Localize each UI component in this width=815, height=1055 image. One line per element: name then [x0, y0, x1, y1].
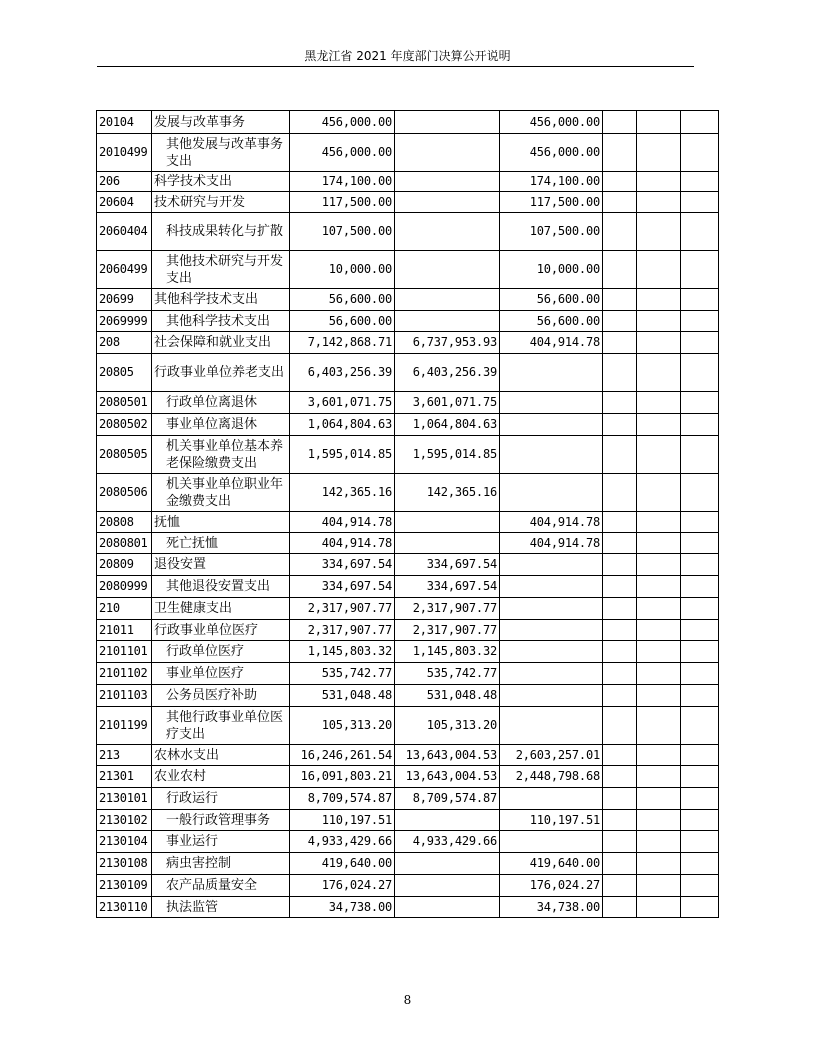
row-project-cell: 34,738.00 — [500, 897, 603, 918]
row-basic-cell — [395, 172, 500, 192]
row-name-cell: 农产品质量安全 — [152, 875, 290, 897]
row-total-cell: 531,048.48 — [290, 685, 395, 707]
row-project-cell: 110,197.51 — [500, 810, 603, 831]
empty-cell — [603, 554, 637, 576]
empty-cell — [681, 663, 719, 685]
table-row — [97, 192, 719, 213]
row-basic-cell: 6,403,256.39 — [395, 354, 500, 392]
row-name-cell: 机关事业单位基本养老保险缴费支出 — [152, 436, 290, 474]
empty-cell — [637, 533, 681, 554]
empty-cell — [637, 598, 681, 620]
empty-cell — [681, 289, 719, 311]
row-code-cell: 2130102 — [97, 810, 152, 831]
row-code-cell: 2130108 — [97, 853, 152, 875]
row-total-cell: 110,197.51 — [290, 810, 395, 831]
table-row — [97, 897, 719, 918]
row-project-cell — [500, 707, 603, 745]
table-row — [97, 685, 719, 707]
row-project-cell: 404,914.78 — [500, 332, 603, 354]
row-name-cell: 其他行政事业单位医疗支出 — [152, 707, 290, 745]
row-code-cell: 2069999 — [97, 311, 152, 332]
row-project-cell: 456,000.00 — [500, 134, 603, 172]
row-name-cell: 事业单位离退休 — [152, 414, 290, 436]
row-project-cell — [500, 641, 603, 663]
row-total-cell: 117,500.00 — [290, 192, 395, 213]
row-code-cell: 213 — [97, 745, 152, 766]
row-total-cell: 7,142,868.71 — [290, 332, 395, 354]
empty-cell — [603, 354, 637, 392]
row-total-cell: 535,742.77 — [290, 663, 395, 685]
empty-cell — [603, 641, 637, 663]
table-row — [97, 766, 719, 788]
empty-cell — [603, 414, 637, 436]
row-total-cell: 404,914.78 — [290, 533, 395, 554]
empty-cell — [681, 641, 719, 663]
empty-cell — [681, 354, 719, 392]
row-code-cell: 2130110 — [97, 897, 152, 918]
empty-cell — [603, 685, 637, 707]
empty-cell — [637, 251, 681, 289]
row-code-cell: 20805 — [97, 354, 152, 392]
row-basic-cell: 8,709,574.87 — [395, 788, 500, 810]
table-row — [97, 311, 719, 332]
table-row — [97, 111, 719, 134]
empty-cell — [637, 311, 681, 332]
empty-cell — [603, 875, 637, 897]
row-code-cell: 210 — [97, 598, 152, 620]
row-total-cell: 107,500.00 — [290, 213, 395, 251]
row-name-cell: 农业农村 — [152, 766, 290, 788]
row-project-cell: 456,000.00 — [500, 111, 603, 134]
row-name-cell: 社会保障和就业支出 — [152, 332, 290, 354]
empty-cell — [603, 512, 637, 533]
row-basic-cell: 6,737,953.93 — [395, 332, 500, 354]
row-code-cell: 20809 — [97, 554, 152, 576]
table-row — [97, 810, 719, 831]
empty-cell — [637, 192, 681, 213]
empty-cell — [681, 134, 719, 172]
row-project-cell: 404,914.78 — [500, 512, 603, 533]
row-basic-cell — [395, 111, 500, 134]
row-name-cell: 卫生健康支出 — [152, 598, 290, 620]
row-total-cell: 404,914.78 — [290, 512, 395, 533]
empty-cell — [637, 332, 681, 354]
row-basic-cell: 1,145,803.32 — [395, 641, 500, 663]
empty-cell — [637, 707, 681, 745]
empty-cell — [637, 512, 681, 533]
empty-cell — [681, 474, 719, 512]
row-name-cell: 事业单位医疗 — [152, 663, 290, 685]
row-total-cell: 56,600.00 — [290, 311, 395, 332]
empty-cell — [603, 474, 637, 512]
row-basic-cell: 142,365.16 — [395, 474, 500, 512]
row-code-cell: 2080999 — [97, 576, 152, 598]
row-code-cell: 2080801 — [97, 533, 152, 554]
row-name-cell: 执法监管 — [152, 897, 290, 918]
row-total-cell: 456,000.00 — [290, 134, 395, 172]
row-total-cell: 456,000.00 — [290, 111, 395, 134]
header-rule — [97, 66, 694, 67]
table-row — [97, 332, 719, 354]
empty-cell — [637, 436, 681, 474]
empty-cell — [637, 663, 681, 685]
table-row — [97, 533, 719, 554]
table-row — [97, 474, 719, 512]
empty-cell — [637, 289, 681, 311]
row-project-cell — [500, 620, 603, 641]
empty-cell — [637, 172, 681, 192]
empty-cell — [681, 213, 719, 251]
row-code-cell: 21011 — [97, 620, 152, 641]
row-code-cell: 2101102 — [97, 663, 152, 685]
row-total-cell: 3,601,071.75 — [290, 392, 395, 414]
row-total-cell: 2,317,907.77 — [290, 598, 395, 620]
row-basic-cell — [395, 853, 500, 875]
empty-cell — [603, 620, 637, 641]
table-row — [97, 663, 719, 685]
row-basic-cell: 1,595,014.85 — [395, 436, 500, 474]
empty-cell — [637, 414, 681, 436]
row-code-cell: 2080505 — [97, 436, 152, 474]
empty-cell — [603, 598, 637, 620]
empty-cell — [637, 641, 681, 663]
empty-cell — [637, 474, 681, 512]
row-name-cell: 其他科学技术支出 — [152, 311, 290, 332]
table-row — [97, 707, 719, 745]
empty-cell — [681, 853, 719, 875]
table-row — [97, 213, 719, 251]
row-name-cell: 事业运行 — [152, 831, 290, 853]
row-code-cell: 2060404 — [97, 213, 152, 251]
empty-cell — [681, 875, 719, 897]
row-basic-cell — [395, 897, 500, 918]
row-basic-cell — [395, 192, 500, 213]
row-code-cell: 2101101 — [97, 641, 152, 663]
empty-cell — [681, 172, 719, 192]
empty-cell — [603, 251, 637, 289]
row-basic-cell — [395, 533, 500, 554]
row-project-cell: 107,500.00 — [500, 213, 603, 251]
row-total-cell: 174,100.00 — [290, 172, 395, 192]
table-row — [97, 354, 719, 392]
row-code-cell: 20699 — [97, 289, 152, 311]
empty-cell — [637, 576, 681, 598]
row-code-cell: 206 — [97, 172, 152, 192]
row-name-cell: 科技成果转化与扩散 — [152, 213, 290, 251]
row-project-cell: 56,600.00 — [500, 311, 603, 332]
row-project-cell: 117,500.00 — [500, 192, 603, 213]
empty-cell — [681, 311, 719, 332]
empty-cell — [637, 875, 681, 897]
empty-cell — [603, 213, 637, 251]
empty-cell — [637, 392, 681, 414]
row-basic-cell: 1,064,804.63 — [395, 414, 500, 436]
row-project-cell: 2,603,257.01 — [500, 745, 603, 766]
empty-cell — [637, 685, 681, 707]
empty-cell — [681, 332, 719, 354]
row-basic-cell: 2,317,907.77 — [395, 598, 500, 620]
row-project-cell: 176,024.27 — [500, 875, 603, 897]
empty-cell — [603, 576, 637, 598]
row-total-cell: 142,365.16 — [290, 474, 395, 512]
row-name-cell: 发展与改革事务 — [152, 111, 290, 134]
row-name-cell: 行政单位离退休 — [152, 392, 290, 414]
empty-cell — [603, 392, 637, 414]
row-project-cell — [500, 685, 603, 707]
row-project-cell: 56,600.00 — [500, 289, 603, 311]
empty-cell — [603, 436, 637, 474]
row-total-cell: 1,595,014.85 — [290, 436, 395, 474]
row-project-cell — [500, 392, 603, 414]
empty-cell — [603, 766, 637, 788]
row-project-cell: 174,100.00 — [500, 172, 603, 192]
page-header-title: 黑龙江省 2021 年度部门决算公开说明 — [304, 49, 511, 63]
expenditure-table — [96, 110, 719, 918]
row-code-cell: 2101199 — [97, 707, 152, 745]
row-code-cell: 2101103 — [97, 685, 152, 707]
row-code-cell: 2080501 — [97, 392, 152, 414]
row-total-cell: 419,640.00 — [290, 853, 395, 875]
empty-cell — [637, 788, 681, 810]
table-row — [97, 392, 719, 414]
empty-cell — [681, 831, 719, 853]
empty-cell — [637, 620, 681, 641]
page-number: 8 — [403, 993, 412, 1007]
row-total-cell: 2,317,907.77 — [290, 620, 395, 641]
row-name-cell: 行政事业单位医疗 — [152, 620, 290, 641]
row-name-cell: 科学技术支出 — [152, 172, 290, 192]
empty-cell — [637, 554, 681, 576]
row-code-cell: 2010499 — [97, 134, 152, 172]
table-row — [97, 875, 719, 897]
empty-cell — [603, 853, 637, 875]
empty-cell — [637, 766, 681, 788]
empty-cell — [637, 853, 681, 875]
empty-cell — [603, 289, 637, 311]
empty-cell — [637, 831, 681, 853]
row-basic-cell — [395, 289, 500, 311]
empty-cell — [681, 414, 719, 436]
row-total-cell: 4,933,429.66 — [290, 831, 395, 853]
row-total-cell: 34,738.00 — [290, 897, 395, 918]
row-project-cell — [500, 831, 603, 853]
row-name-cell: 农林水支出 — [152, 745, 290, 766]
row-name-cell: 行政事业单位养老支出 — [152, 354, 290, 392]
empty-cell — [603, 533, 637, 554]
empty-cell — [603, 311, 637, 332]
row-code-cell: 21301 — [97, 766, 152, 788]
empty-cell — [637, 213, 681, 251]
row-name-cell: 行政运行 — [152, 788, 290, 810]
empty-cell — [681, 436, 719, 474]
empty-cell — [637, 134, 681, 172]
row-basic-cell: 13,643,004.53 — [395, 766, 500, 788]
empty-cell — [681, 192, 719, 213]
row-project-cell — [500, 474, 603, 512]
row-project-cell — [500, 576, 603, 598]
row-basic-cell: 3,601,071.75 — [395, 392, 500, 414]
table-row — [97, 641, 719, 663]
row-code-cell: 2130109 — [97, 875, 152, 897]
row-name-cell: 行政单位医疗 — [152, 641, 290, 663]
empty-cell — [637, 745, 681, 766]
empty-cell — [637, 810, 681, 831]
empty-cell — [681, 745, 719, 766]
row-name-cell: 公务员医疗补助 — [152, 685, 290, 707]
empty-cell — [603, 831, 637, 853]
table-row — [97, 554, 719, 576]
row-basic-cell — [395, 213, 500, 251]
row-code-cell: 2080502 — [97, 414, 152, 436]
row-total-cell: 16,091,803.21 — [290, 766, 395, 788]
row-basic-cell — [395, 810, 500, 831]
row-total-cell: 16,246,261.54 — [290, 745, 395, 766]
row-basic-cell: 535,742.77 — [395, 663, 500, 685]
row-name-cell: 其他发展与改革事务支出 — [152, 134, 290, 172]
empty-cell — [681, 897, 719, 918]
empty-cell — [603, 172, 637, 192]
table-row — [97, 576, 719, 598]
row-basic-cell — [395, 251, 500, 289]
row-total-cell: 334,697.54 — [290, 554, 395, 576]
empty-cell — [681, 766, 719, 788]
row-code-cell: 2080506 — [97, 474, 152, 512]
row-total-cell: 8,709,574.87 — [290, 788, 395, 810]
row-code-cell: 20604 — [97, 192, 152, 213]
table-row — [97, 831, 719, 853]
table-row — [97, 172, 719, 192]
row-total-cell: 10,000.00 — [290, 251, 395, 289]
row-project-cell: 2,448,798.68 — [500, 766, 603, 788]
row-total-cell: 176,024.27 — [290, 875, 395, 897]
row-total-cell: 334,697.54 — [290, 576, 395, 598]
row-project-cell — [500, 414, 603, 436]
empty-cell — [681, 111, 719, 134]
table-row — [97, 620, 719, 641]
empty-cell — [681, 685, 719, 707]
row-code-cell: 20104 — [97, 111, 152, 134]
table-row — [97, 251, 719, 289]
row-name-cell: 机关事业单位职业年金缴费支出 — [152, 474, 290, 512]
empty-cell — [603, 192, 637, 213]
empty-cell — [681, 251, 719, 289]
row-project-cell — [500, 354, 603, 392]
row-project-cell — [500, 598, 603, 620]
row-project-cell: 404,914.78 — [500, 533, 603, 554]
row-project-cell: 419,640.00 — [500, 853, 603, 875]
row-basic-cell: 13,643,004.53 — [395, 745, 500, 766]
empty-cell — [603, 707, 637, 745]
row-project-cell — [500, 663, 603, 685]
row-code-cell: 208 — [97, 332, 152, 354]
row-basic-cell: 2,317,907.77 — [395, 620, 500, 641]
empty-cell — [681, 533, 719, 554]
empty-cell — [603, 897, 637, 918]
empty-cell — [637, 354, 681, 392]
row-code-cell: 2060499 — [97, 251, 152, 289]
table-body — [97, 111, 719, 918]
table-row — [97, 745, 719, 766]
row-code-cell: 2130101 — [97, 788, 152, 810]
empty-cell — [681, 554, 719, 576]
row-total-cell: 1,145,803.32 — [290, 641, 395, 663]
row-name-cell: 其他科学技术支出 — [152, 289, 290, 311]
empty-cell — [681, 788, 719, 810]
row-project-cell: 10,000.00 — [500, 251, 603, 289]
row-total-cell: 6,403,256.39 — [290, 354, 395, 392]
row-total-cell: 1,064,804.63 — [290, 414, 395, 436]
table-row — [97, 512, 719, 533]
table-row — [97, 289, 719, 311]
row-project-cell — [500, 554, 603, 576]
empty-cell — [681, 620, 719, 641]
row-basic-cell — [395, 134, 500, 172]
row-basic-cell: 334,697.54 — [395, 576, 500, 598]
row-code-cell: 20808 — [97, 512, 152, 533]
row-basic-cell: 105,313.20 — [395, 707, 500, 745]
row-total-cell: 56,600.00 — [290, 289, 395, 311]
row-basic-cell: 531,048.48 — [395, 685, 500, 707]
empty-cell — [681, 810, 719, 831]
table-row — [97, 134, 719, 172]
table-row — [97, 598, 719, 620]
row-name-cell: 抚恤 — [152, 512, 290, 533]
table-row — [97, 436, 719, 474]
row-name-cell: 其他退役安置支出 — [152, 576, 290, 598]
table-row — [97, 853, 719, 875]
row-name-cell: 退役安置 — [152, 554, 290, 576]
empty-cell — [603, 134, 637, 172]
empty-cell — [603, 663, 637, 685]
table-row — [97, 414, 719, 436]
row-name-cell: 技术研究与开发 — [152, 192, 290, 213]
empty-cell — [681, 512, 719, 533]
row-code-cell: 2130104 — [97, 831, 152, 853]
empty-cell — [681, 576, 719, 598]
row-project-cell — [500, 436, 603, 474]
empty-cell — [637, 111, 681, 134]
row-name-cell: 一般行政管理事务 — [152, 810, 290, 831]
empty-cell — [603, 111, 637, 134]
empty-cell — [681, 707, 719, 745]
empty-cell — [637, 897, 681, 918]
row-basic-cell: 334,697.54 — [395, 554, 500, 576]
table-row — [97, 788, 719, 810]
empty-cell — [603, 788, 637, 810]
empty-cell — [603, 332, 637, 354]
row-project-cell — [500, 788, 603, 810]
empty-cell — [681, 598, 719, 620]
row-total-cell: 105,313.20 — [290, 707, 395, 745]
row-basic-cell — [395, 311, 500, 332]
empty-cell — [681, 392, 719, 414]
empty-cell — [603, 810, 637, 831]
row-basic-cell: 4,933,429.66 — [395, 831, 500, 853]
row-basic-cell — [395, 512, 500, 533]
row-name-cell: 死亡抚恤 — [152, 533, 290, 554]
row-name-cell: 其他技术研究与开发支出 — [152, 251, 290, 289]
row-name-cell: 病虫害控制 — [152, 853, 290, 875]
empty-cell — [603, 745, 637, 766]
row-basic-cell — [395, 875, 500, 897]
